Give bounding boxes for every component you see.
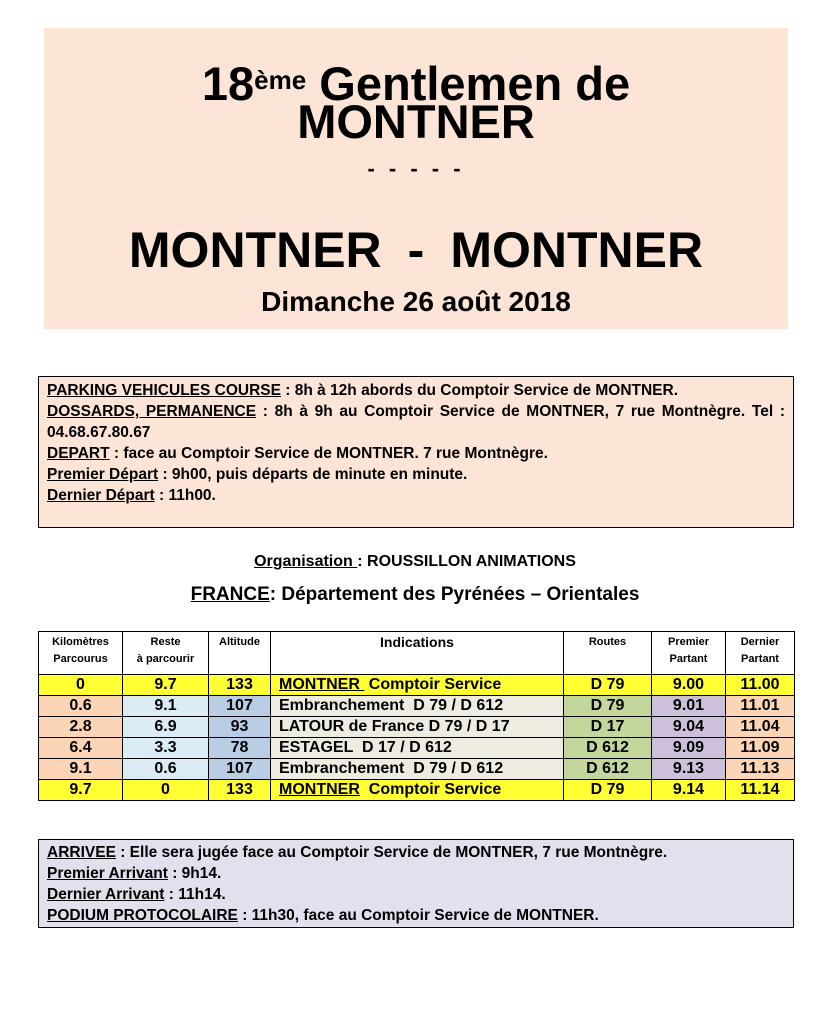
premier-depart-label: Premier Départ xyxy=(47,466,159,483)
cell-reste: 0 xyxy=(123,780,209,801)
cell-dernier: 11.09 xyxy=(726,738,795,759)
parking-info xyxy=(47,380,785,401)
dossards-info xyxy=(47,401,785,443)
department-line xyxy=(0,584,830,606)
depart-label: DEPART xyxy=(47,445,110,462)
cell-dernier: 11.00 xyxy=(726,675,795,696)
info-box xyxy=(38,376,794,528)
route-table xyxy=(38,631,795,801)
cell-route: D 79 xyxy=(564,780,652,801)
cell-altitude: 78 xyxy=(209,738,271,759)
table-row xyxy=(39,717,795,738)
dossards-text: : 8h à 9h au Comptoir Service de MONTNER, 7 rue Montnègre. Tel : 04.68.67.80.67 xyxy=(47,403,785,441)
cell-premier: 9.14 xyxy=(652,780,726,801)
arrivee-info xyxy=(47,842,785,863)
cell-indication: LATOUR de France D 79 / D 17 xyxy=(271,717,564,738)
cell-indication: Embranchement D 79 / D 612 xyxy=(271,759,564,780)
dernier-depart-text: : 11h00. xyxy=(154,487,216,504)
department-label: FRANCE xyxy=(190,584,270,605)
cell-indication: Embranchement D 79 / D 612 xyxy=(271,696,564,717)
title-superscript: ème xyxy=(254,65,307,95)
dernier-arrivant-label: Dernier Arrivant xyxy=(47,886,165,903)
dernier-arrivant-info xyxy=(47,884,785,905)
organisation-line xyxy=(0,553,830,571)
table-row xyxy=(39,738,795,759)
cell-km: 9.1 xyxy=(39,759,123,780)
header-indications: Indications xyxy=(271,632,564,675)
podium-label: PODIUM PROTOCOLAIRE xyxy=(47,907,238,924)
cell-km: 9.7 xyxy=(39,780,123,801)
arrival-box xyxy=(38,839,794,928)
title-rest: Gentlemen de xyxy=(319,57,631,110)
cell-premier: 9.00 xyxy=(652,675,726,696)
event-title-line2: MONTNER xyxy=(297,95,535,148)
department-text: : Département des Pyrénées – Orientales xyxy=(269,584,640,605)
header-km: Kilomètres Parcourus xyxy=(39,632,123,675)
title-banner xyxy=(44,28,788,329)
premier-arrivant-label: Premier Arrivant xyxy=(47,865,168,882)
depart-info xyxy=(47,443,785,464)
cell-route: D 79 xyxy=(564,675,652,696)
premier-arrivant-text: : 9h14. xyxy=(167,865,222,882)
cell-km: 6.4 xyxy=(39,738,123,759)
header-dernier: Dernier Partant xyxy=(726,632,795,675)
dossards-label: DOSSARDS, PERMANENCE xyxy=(47,403,257,420)
cell-premier: 9.01 xyxy=(652,696,726,717)
dernier-arrivant-text: : 11h14. xyxy=(164,886,226,903)
cell-km: 0.6 xyxy=(39,696,123,717)
cell-route: D 17 xyxy=(564,717,652,738)
cell-route: D 79 xyxy=(564,696,652,717)
table-header-row xyxy=(39,632,795,675)
cell-dernier: 11.14 xyxy=(726,780,795,801)
title-number: 18 xyxy=(201,57,255,110)
cell-km: 0 xyxy=(39,675,123,696)
cell-altitude: 93 xyxy=(209,717,271,738)
table-row xyxy=(39,780,795,801)
header-premier: Premier Partant xyxy=(652,632,726,675)
header-altitude: Altitude xyxy=(209,632,271,675)
table-row xyxy=(39,696,795,717)
cell-indication: ESTAGEL D 17 / D 612 xyxy=(271,738,564,759)
table-row xyxy=(39,675,795,696)
cell-premier: 9.13 xyxy=(652,759,726,780)
title-separator: - - - - - xyxy=(367,156,465,181)
cell-indication: MONTNER Comptoir Service xyxy=(271,780,564,801)
cell-altitude: 107 xyxy=(209,759,271,780)
premier-depart-text: : 9h00, puis départs de minute en minute. xyxy=(158,466,468,483)
header-routes: Routes xyxy=(564,632,652,675)
cell-reste: 9.1 xyxy=(123,696,209,717)
route-dash: - xyxy=(407,222,425,278)
cell-dernier: 11.01 xyxy=(726,696,795,717)
cell-altitude: 107 xyxy=(209,696,271,717)
dernier-depart-info xyxy=(47,485,785,506)
dernier-depart-label: Dernier Départ xyxy=(47,487,155,504)
premier-arrivant-info xyxy=(47,863,785,884)
cell-altitude: 133 xyxy=(209,675,271,696)
podium-text: : 11h30, face au Comptoir Service de MONTNER. xyxy=(237,907,599,924)
cell-premier: 9.04 xyxy=(652,717,726,738)
cell-dernier: 11.13 xyxy=(726,759,795,780)
route-title xyxy=(44,222,788,278)
table-row xyxy=(39,759,795,780)
cell-route: D 612 xyxy=(564,759,652,780)
event-date: Dimanche 26 août 2018 xyxy=(261,286,571,317)
cell-reste: 6.9 xyxy=(123,717,209,738)
cell-reste: 0.6 xyxy=(123,759,209,780)
premier-depart-info xyxy=(47,464,785,485)
parking-label: PARKING VEHICULES COURSE xyxy=(47,382,281,399)
cell-reste: 9.7 xyxy=(123,675,209,696)
route-end: MONTNER xyxy=(450,222,704,278)
header-reste: Reste à parcourir xyxy=(123,632,209,675)
arrivee-label: ARRIVEE xyxy=(47,844,116,861)
cell-premier: 9.09 xyxy=(652,738,726,759)
cell-km: 2.8 xyxy=(39,717,123,738)
cell-indication: MONTNER Comptoir Service xyxy=(271,675,564,696)
organisation-text: : ROUSSILLON ANIMATIONS xyxy=(357,553,576,570)
cell-dernier: 11.04 xyxy=(726,717,795,738)
cell-reste: 3.3 xyxy=(123,738,209,759)
arrivee-text: : Elle sera jugée face au Comptoir Service de MONTNER, 7 rue Montnègre. xyxy=(115,844,668,861)
podium-info xyxy=(47,905,785,926)
cell-altitude: 133 xyxy=(209,780,271,801)
cell-route: D 612 xyxy=(564,738,652,759)
depart-text: : face au Comptoir Service de MONTNER. 7 rue Montnègre. xyxy=(109,445,548,462)
route-start: MONTNER xyxy=(128,222,382,278)
organisation-label: Organisation xyxy=(254,553,358,570)
parking-text: : 8h à 12h abords du Comptoir Service de MONTNER. xyxy=(280,382,679,399)
